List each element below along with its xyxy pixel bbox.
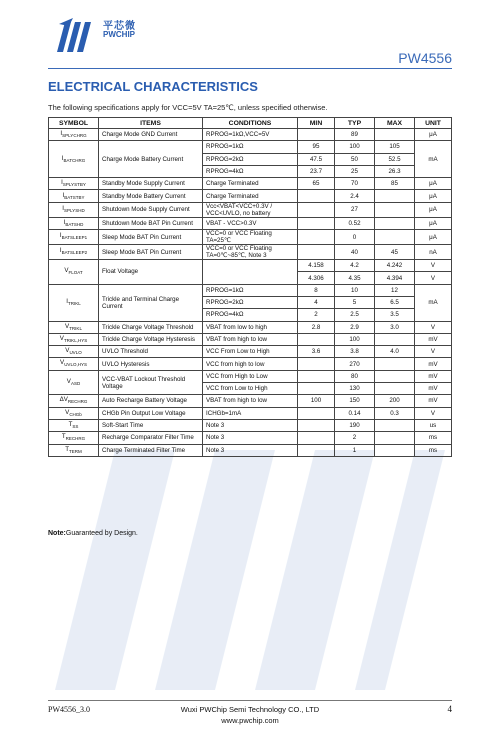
min-cell: 4 (298, 296, 335, 308)
max-cell (375, 333, 415, 345)
header-conditions: CONDITIONS (203, 118, 298, 129)
table-row (49, 444, 452, 456)
typ-cell: 2.9 (335, 321, 375, 333)
unit-cell: ms (415, 444, 452, 456)
condition-cell (203, 245, 298, 260)
table-row (49, 202, 452, 217)
symbol-cell: $I_{BATSLEEP1}$ (49, 230, 99, 245)
symbol-cell: $I_{TRIKL}$ (49, 284, 99, 321)
condition-line: VCC<UVLO, no battery (206, 209, 271, 217)
max-cell: 4.0 (375, 346, 415, 358)
typ-cell: 27 (335, 202, 375, 217)
note-text: Guaranteed by Design. (65, 530, 138, 537)
intro-text: The following specifications apply for VCC=5V TA=25℃, unless specified otherwise. (48, 103, 328, 112)
max-cell (375, 190, 415, 202)
max-cell: 45 (375, 245, 415, 260)
typ-cell: 0 (335, 230, 375, 245)
max-cell (375, 358, 415, 370)
unit-cell: ms (415, 432, 452, 444)
symbol-cell: $V_{ASD}$ (49, 370, 99, 395)
min-cell: 100 (298, 395, 335, 407)
unit-cell: V (415, 272, 452, 284)
item-cell: Shutdown Mode Supply Current (99, 202, 203, 217)
unit-cell: μA (415, 230, 452, 245)
page-number: 4 (447, 704, 452, 714)
header-max: MAX (375, 118, 415, 129)
table-row (49, 395, 452, 407)
condition-cell: VBAT - VCC>0.3V (203, 217, 298, 229)
item-cell: CHGb Pin Output Low Voltage (99, 407, 203, 419)
typ-cell: 5 (335, 296, 375, 308)
item-cell: Auto Recharge Battery Voltage (99, 395, 203, 407)
max-cell: 3.0 (375, 321, 415, 333)
typ-cell: 0.52 (335, 217, 375, 229)
header-divider (48, 68, 452, 69)
condition-cell: VCC From Low to High (203, 346, 298, 358)
min-cell (298, 432, 335, 444)
item-cell: Trickle Charge Voltage Threshold (99, 321, 203, 333)
max-cell (375, 419, 415, 431)
item-cell: Charge Terminated Filter Time (99, 444, 203, 456)
symbol-cell: $I_{BATCHRG}$ (49, 141, 99, 178)
unit-cell: μA (415, 178, 452, 190)
table-row (49, 245, 452, 260)
item-cell: UVLO Hysteresis (99, 358, 203, 370)
symbol-cell: $I_{SPLYCHRG}$ (49, 129, 99, 141)
table-row (49, 407, 452, 419)
unit-cell: mV (415, 370, 452, 382)
condition-cell: ICHGb=1mA (203, 407, 298, 419)
unit-cell: us (415, 419, 452, 431)
typ-cell: 1 (335, 444, 375, 456)
brand-name-chinese: 平芯微 (103, 21, 136, 32)
typ-cell: 25 (335, 165, 375, 177)
unit-cell: μA (415, 190, 452, 202)
symbol-cell: $V_{TRIKL,HYS}$ (49, 333, 99, 345)
symbol-cell: $V_{CHGb}$ (49, 407, 99, 419)
typ-cell: 3.8 (335, 346, 375, 358)
symbol-cell: $I_{SPLYSHD}$ (49, 202, 99, 217)
typ-cell: 40 (335, 245, 375, 260)
table-row (49, 284, 452, 296)
min-cell: 4.158 (298, 260, 335, 272)
item-cell: Charge Mode Battery Current (99, 141, 203, 178)
item-cell: Standby Mode Supply Current (99, 178, 203, 190)
condition-cell: VCC from high to low (203, 358, 298, 370)
condition-cell: RPROG=1kΩ (203, 284, 298, 296)
min-cell: 8 (298, 284, 335, 296)
max-cell: 3.5 (375, 309, 415, 321)
unit-cell: mV (415, 395, 452, 407)
max-cell: 6.5 (375, 296, 415, 308)
symbol-cell: $I_{SPLYSTBY}$ (49, 178, 99, 190)
symbol-cell: $T_{TERM}$ (49, 444, 99, 456)
max-cell (375, 370, 415, 382)
max-cell (375, 129, 415, 141)
symbol-cell: $T_{RECHRG}$ (49, 432, 99, 444)
min-cell: 3.6 (298, 346, 335, 358)
table-row (49, 230, 452, 245)
unit-cell: mA (415, 284, 452, 321)
symbol-cell: $V_{TRIKL}$ (49, 321, 99, 333)
table-row (49, 358, 452, 370)
condition-cell: VBAT from low to high (203, 321, 298, 333)
symbol-cell: $V_{FLOAT}$ (49, 260, 99, 285)
pwchip-logo-icon (55, 16, 95, 56)
table-row (49, 321, 452, 333)
section-title: ELECTRICAL CHARACTERISTICS (48, 79, 258, 94)
min-cell (298, 230, 335, 245)
note-label: Note: (48, 530, 66, 537)
item-cell: VCC-VBAT Lockout Threshold Voltage (99, 370, 203, 395)
table-header-row (49, 118, 452, 129)
condition-line: VCC=0 or VCC Floating (206, 230, 272, 238)
header-min: MIN (298, 118, 335, 129)
max-cell (375, 383, 415, 395)
condition-cell (203, 230, 298, 245)
table-row (49, 432, 452, 444)
table-row (49, 419, 452, 431)
unit-cell: μA (415, 129, 452, 141)
unit-cell: mV (415, 333, 452, 345)
typ-cell: 80 (335, 370, 375, 382)
item-cell: Soft-Start Time (99, 419, 203, 431)
min-cell: 2.8 (298, 321, 335, 333)
item-cell: UVLO Threshold (99, 346, 203, 358)
electrical-characteristics-table (48, 117, 452, 457)
max-cell (375, 202, 415, 217)
typ-cell: 100 (335, 333, 375, 345)
typ-cell: 50 (335, 153, 375, 165)
header-symbol: SYMBOL (49, 118, 99, 129)
min-cell: 65 (298, 178, 335, 190)
unit-cell: nA (415, 245, 452, 260)
item-cell: Float Voltage (99, 260, 203, 285)
condition-cell: Note 3 (203, 444, 298, 456)
condition-cell: RPROG=4kΩ (203, 165, 298, 177)
item-cell: Shutdown Mode BAT Pin Current (99, 217, 203, 229)
min-cell (298, 444, 335, 456)
condition-line: TA=0℃~85℃, Note 3 (206, 252, 267, 260)
typ-cell: 4.35 (335, 272, 375, 284)
condition-cell: Note 3 (203, 432, 298, 444)
condition-cell: RPROG=1kΩ (203, 141, 298, 153)
min-cell (298, 407, 335, 419)
max-cell (375, 230, 415, 245)
table-row (49, 260, 452, 272)
typ-cell: 4.2 (335, 260, 375, 272)
max-cell: 105 (375, 141, 415, 153)
condition-cell: RPROG=4kΩ (203, 309, 298, 321)
unit-cell: V (415, 407, 452, 419)
unit-cell: mV (415, 358, 452, 370)
table-row (49, 346, 452, 358)
condition-line: VCC=0 or VCC Floating (206, 245, 272, 253)
typ-cell: 2.4 (335, 190, 375, 202)
unit-cell: V (415, 321, 452, 333)
table-row (49, 190, 452, 202)
item-cell: Trickle Charge Voltage Hysteresis (99, 333, 203, 345)
condition-cell (203, 202, 298, 217)
symbol-cell: $I_{BATSHD}$ (49, 217, 99, 229)
typ-cell: 70 (335, 178, 375, 190)
condition-cell: RPROG=2kΩ (203, 153, 298, 165)
unit-cell: V (415, 346, 452, 358)
condition-cell: VCC from Low to High (203, 383, 298, 395)
condition-cell: Charge Terminated (203, 178, 298, 190)
unit-cell: mV (415, 383, 452, 395)
typ-cell: 2.5 (335, 309, 375, 321)
max-cell: 26.3 (375, 165, 415, 177)
max-cell: 4.242 (375, 260, 415, 272)
min-cell: 95 (298, 141, 335, 153)
typ-cell: 130 (335, 383, 375, 395)
min-cell (298, 129, 335, 141)
condition-cell (203, 260, 298, 285)
table-row (49, 141, 452, 153)
min-cell (298, 383, 335, 395)
max-cell: 12 (375, 284, 415, 296)
header-unit: UNIT (415, 118, 452, 129)
min-cell: 2 (298, 309, 335, 321)
unit-cell: V (415, 260, 452, 272)
table-row (49, 217, 452, 229)
max-cell: 200 (375, 395, 415, 407)
max-cell: 85 (375, 178, 415, 190)
table-row (49, 129, 452, 141)
table-row (49, 370, 452, 382)
max-cell (375, 432, 415, 444)
header-typ: TYP (335, 118, 375, 129)
min-cell: 47.5 (298, 153, 335, 165)
condition-cell: VCC from High to Low (203, 370, 298, 382)
item-cell: Recharge Comparator Filter Time (99, 432, 203, 444)
symbol-cell: $I_{BATSLEEP2}$ (49, 245, 99, 260)
condition-cell: Charge Terminated (203, 190, 298, 202)
brand-name-english: PWCHIP (103, 30, 135, 39)
condition-cell: RPROG=2kΩ (203, 296, 298, 308)
min-cell (298, 217, 335, 229)
company-name: Wuxi PWChip Semi Technology CO., LTD (180, 705, 320, 714)
condition-cell: RPROG=1kΩ,VCC=5V (203, 129, 298, 141)
symbol-cell: $T_{SS}$ (49, 419, 99, 431)
max-cell: 0.3 (375, 407, 415, 419)
symbol-cell: $I_{BATSTBY}$ (49, 190, 99, 202)
min-cell (298, 370, 335, 382)
min-cell (298, 245, 335, 260)
condition-cell: Note 3 (203, 419, 298, 431)
part-number: PW4556 (398, 50, 452, 66)
footer-divider (48, 700, 452, 701)
min-cell: 23.7 (298, 165, 335, 177)
table-row (49, 178, 452, 190)
typ-cell: 10 (335, 284, 375, 296)
watermark-logo (45, 430, 455, 700)
typ-cell: 150 (335, 395, 375, 407)
unit-cell: μA (415, 202, 452, 217)
header-items: ITEMS (99, 118, 203, 129)
typ-cell: 0.14 (335, 407, 375, 419)
min-cell (298, 419, 335, 431)
typ-cell: 190 (335, 419, 375, 431)
max-cell (375, 217, 415, 229)
typ-cell: 2 (335, 432, 375, 444)
item-cell: Trickle and Terminal Charge Current (99, 284, 203, 321)
symbol-cell: $\Delta V_{RECHRG}$ (49, 395, 99, 407)
min-cell (298, 190, 335, 202)
symbol-cell: $V_{UVLO,HYS}$ (49, 358, 99, 370)
max-cell: 4.394 (375, 272, 415, 284)
item-cell: Charge Mode GND Current (99, 129, 203, 141)
min-cell: 4.306 (298, 272, 335, 284)
condition-line: TA=25℃ (206, 237, 231, 245)
condition-cell: VBAT from high to low (203, 333, 298, 345)
condition-line: Vcc<VBAT<VCC+0.3V / (206, 202, 273, 210)
max-cell (375, 444, 415, 456)
typ-cell: 89 (335, 129, 375, 141)
condition-cell: VBAT from high to low (203, 395, 298, 407)
item-cell: Sleep Mode BAT Pin Current (99, 230, 203, 245)
typ-cell: 100 (335, 141, 375, 153)
max-cell: 52.5 (375, 153, 415, 165)
item-cell: Sleep Mode BAT Pin Current (99, 245, 203, 260)
item-cell: Standby Mode Battery Current (99, 190, 203, 202)
symbol-cell: $V_{UVLO}$ (49, 346, 99, 358)
unit-cell: mA (415, 141, 452, 178)
document-code: PW4556_3.0 (48, 705, 90, 714)
company-website: www.pwchip.com (221, 716, 279, 725)
table-note (48, 530, 138, 537)
min-cell (298, 358, 335, 370)
min-cell (298, 333, 335, 345)
min-cell (298, 202, 335, 217)
table-row (49, 333, 452, 345)
typ-cell: 270 (335, 358, 375, 370)
unit-cell: μA (415, 217, 452, 229)
